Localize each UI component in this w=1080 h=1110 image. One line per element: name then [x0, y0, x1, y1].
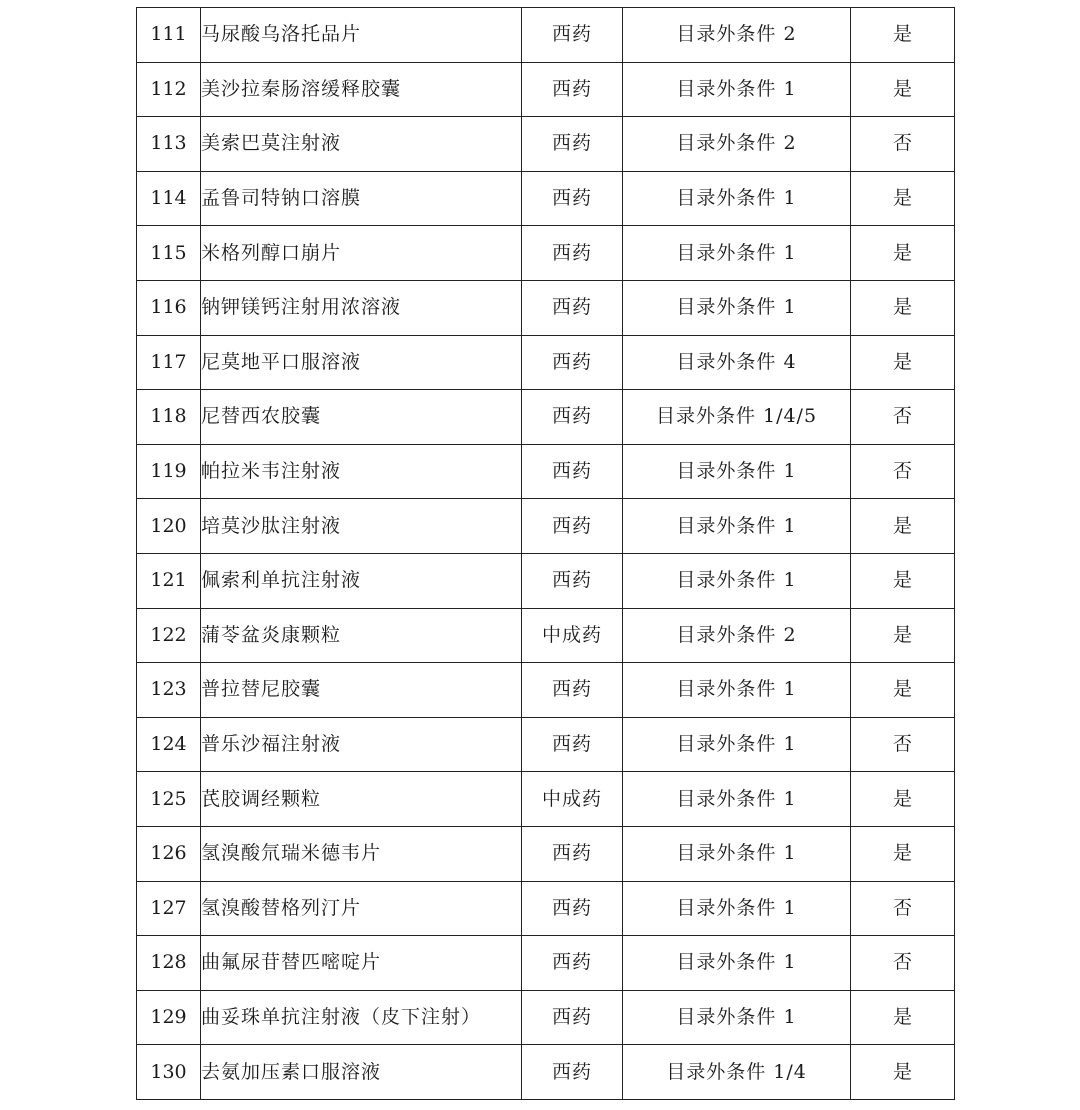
drug-type-cell: 西药 — [522, 8, 623, 63]
row-number-cell: 124 — [137, 717, 201, 772]
condition-cell: 目录外条件 2 — [623, 117, 851, 172]
table-row — [137, 8, 955, 63]
row-number-cell: 116 — [137, 280, 201, 335]
row-number-cell: 117 — [137, 335, 201, 390]
flag-cell: 是 — [851, 171, 955, 226]
drug-name-cell: 孟鲁司特钠口溶膜 — [201, 171, 522, 226]
flag-cell: 是 — [851, 990, 955, 1045]
drug-name-cell: 美索巴莫注射液 — [201, 117, 522, 172]
flag-cell: 是 — [851, 499, 955, 554]
row-number-cell: 126 — [137, 826, 201, 881]
table-row — [137, 499, 955, 554]
drug-name-cell: 去氨加压素口服溶液 — [201, 1045, 522, 1100]
drug-type-cell: 西药 — [522, 226, 623, 281]
flag-cell: 否 — [851, 936, 955, 991]
row-number-cell: 119 — [137, 444, 201, 499]
drug-name-cell: 氢溴酸替格列汀片 — [201, 881, 522, 936]
flag-cell: 是 — [851, 8, 955, 63]
row-number-cell: 111 — [137, 8, 201, 63]
table-row — [137, 226, 955, 281]
drug-name-cell: 米格列醇口崩片 — [201, 226, 522, 281]
flag-cell: 是 — [851, 608, 955, 663]
drug-name-cell: 曲妥珠单抗注射液（皮下注射） — [201, 990, 522, 1045]
table-row — [137, 990, 955, 1045]
drug-table — [136, 7, 955, 1100]
row-number-cell: 125 — [137, 772, 201, 827]
table-row — [137, 936, 955, 991]
table-row — [137, 608, 955, 663]
row-number-cell: 114 — [137, 171, 201, 226]
table-row — [137, 881, 955, 936]
drug-name-cell: 尼替西农胶囊 — [201, 390, 522, 445]
drug-type-cell: 西药 — [522, 936, 623, 991]
drug-name-cell: 芪胶调经颗粒 — [201, 772, 522, 827]
condition-cell: 目录外条件 2 — [623, 608, 851, 663]
flag-cell: 否 — [851, 390, 955, 445]
condition-cell: 目录外条件 1 — [623, 663, 851, 718]
drug-type-cell: 西药 — [522, 499, 623, 554]
condition-cell: 目录外条件 1/4/5 — [623, 390, 851, 445]
drug-name-cell: 马尿酸乌洛托品片 — [201, 8, 522, 63]
drug-type-cell: 西药 — [522, 1045, 623, 1100]
row-number-cell: 112 — [137, 62, 201, 117]
table-row — [137, 335, 955, 390]
flag-cell: 是 — [851, 663, 955, 718]
drug-name-cell: 蒲苓盆炎康颗粒 — [201, 608, 522, 663]
drug-type-cell: 西药 — [522, 826, 623, 881]
condition-cell: 目录外条件 1 — [623, 171, 851, 226]
flag-cell: 是 — [851, 335, 955, 390]
condition-cell: 目录外条件 1 — [623, 280, 851, 335]
row-number-cell: 115 — [137, 226, 201, 281]
flag-cell: 否 — [851, 444, 955, 499]
row-number-cell: 129 — [137, 990, 201, 1045]
row-number-cell: 123 — [137, 663, 201, 718]
drug-name-cell: 普拉替尼胶囊 — [201, 663, 522, 718]
condition-cell: 目录外条件 1 — [623, 881, 851, 936]
row-number-cell: 121 — [137, 553, 201, 608]
flag-cell: 是 — [851, 280, 955, 335]
condition-cell: 目录外条件 1 — [623, 936, 851, 991]
drug-type-cell: 西药 — [522, 717, 623, 772]
row-number-cell: 120 — [137, 499, 201, 554]
drug-type-cell: 西药 — [522, 444, 623, 499]
table-row — [137, 772, 955, 827]
flag-cell: 是 — [851, 553, 955, 608]
table-row — [137, 117, 955, 172]
drug-name-cell: 钠钾镁钙注射用浓溶液 — [201, 280, 522, 335]
table-row — [137, 390, 955, 445]
flag-cell: 是 — [851, 772, 955, 827]
condition-cell: 目录外条件 1 — [623, 826, 851, 881]
row-number-cell: 122 — [137, 608, 201, 663]
condition-cell: 目录外条件 1 — [623, 444, 851, 499]
row-number-cell: 128 — [137, 936, 201, 991]
flag-cell: 是 — [851, 62, 955, 117]
flag-cell: 是 — [851, 1045, 955, 1100]
condition-cell: 目录外条件 1 — [623, 226, 851, 281]
table-row — [137, 1045, 955, 1100]
flag-cell: 否 — [851, 881, 955, 936]
table-row — [137, 444, 955, 499]
flag-cell: 否 — [851, 117, 955, 172]
drug-type-cell: 西药 — [522, 62, 623, 117]
condition-cell: 目录外条件 1/4 — [623, 1045, 851, 1100]
flag-cell: 是 — [851, 826, 955, 881]
drug-type-cell: 西药 — [522, 117, 623, 172]
drug-name-cell: 佩索利单抗注射液 — [201, 553, 522, 608]
drug-name-cell: 帕拉米韦注射液 — [201, 444, 522, 499]
table-row — [137, 717, 955, 772]
drug-type-cell: 中成药 — [522, 772, 623, 827]
table-row — [137, 663, 955, 718]
table-row — [137, 826, 955, 881]
drug-type-cell: 西药 — [522, 881, 623, 936]
table-row — [137, 280, 955, 335]
drug-type-cell: 西药 — [522, 390, 623, 445]
condition-cell: 目录外条件 1 — [623, 553, 851, 608]
condition-cell: 目录外条件 1 — [623, 772, 851, 827]
drug-name-cell: 普乐沙福注射液 — [201, 717, 522, 772]
condition-cell: 目录外条件 1 — [623, 717, 851, 772]
row-number-cell: 113 — [137, 117, 201, 172]
condition-cell: 目录外条件 2 — [623, 8, 851, 63]
drug-name-cell: 培莫沙肽注射液 — [201, 499, 522, 554]
drug-type-cell: 西药 — [522, 171, 623, 226]
drug-type-cell: 中成药 — [522, 608, 623, 663]
drug-name-cell: 氢溴酸氘瑞米德韦片 — [201, 826, 522, 881]
table-row — [137, 171, 955, 226]
row-number-cell: 127 — [137, 881, 201, 936]
drug-type-cell: 西药 — [522, 280, 623, 335]
drug-name-cell: 美沙拉秦肠溶缓释胶囊 — [201, 62, 522, 117]
drug-type-cell: 西药 — [522, 990, 623, 1045]
condition-cell: 目录外条件 1 — [623, 499, 851, 554]
condition-cell: 目录外条件 4 — [623, 335, 851, 390]
drug-name-cell: 尼莫地平口服溶液 — [201, 335, 522, 390]
drug-type-cell: 西药 — [522, 553, 623, 608]
row-number-cell: 118 — [137, 390, 201, 445]
condition-cell: 目录外条件 1 — [623, 62, 851, 117]
row-number-cell: 130 — [137, 1045, 201, 1100]
table-body — [137, 8, 955, 1100]
table-row — [137, 62, 955, 117]
drug-type-cell: 西药 — [522, 335, 623, 390]
drug-name-cell: 曲氟尿苷替匹嘧啶片 — [201, 936, 522, 991]
condition-cell: 目录外条件 1 — [623, 990, 851, 1045]
drug-type-cell: 西药 — [522, 663, 623, 718]
flag-cell: 否 — [851, 717, 955, 772]
flag-cell: 是 — [851, 226, 955, 281]
table-row — [137, 553, 955, 608]
